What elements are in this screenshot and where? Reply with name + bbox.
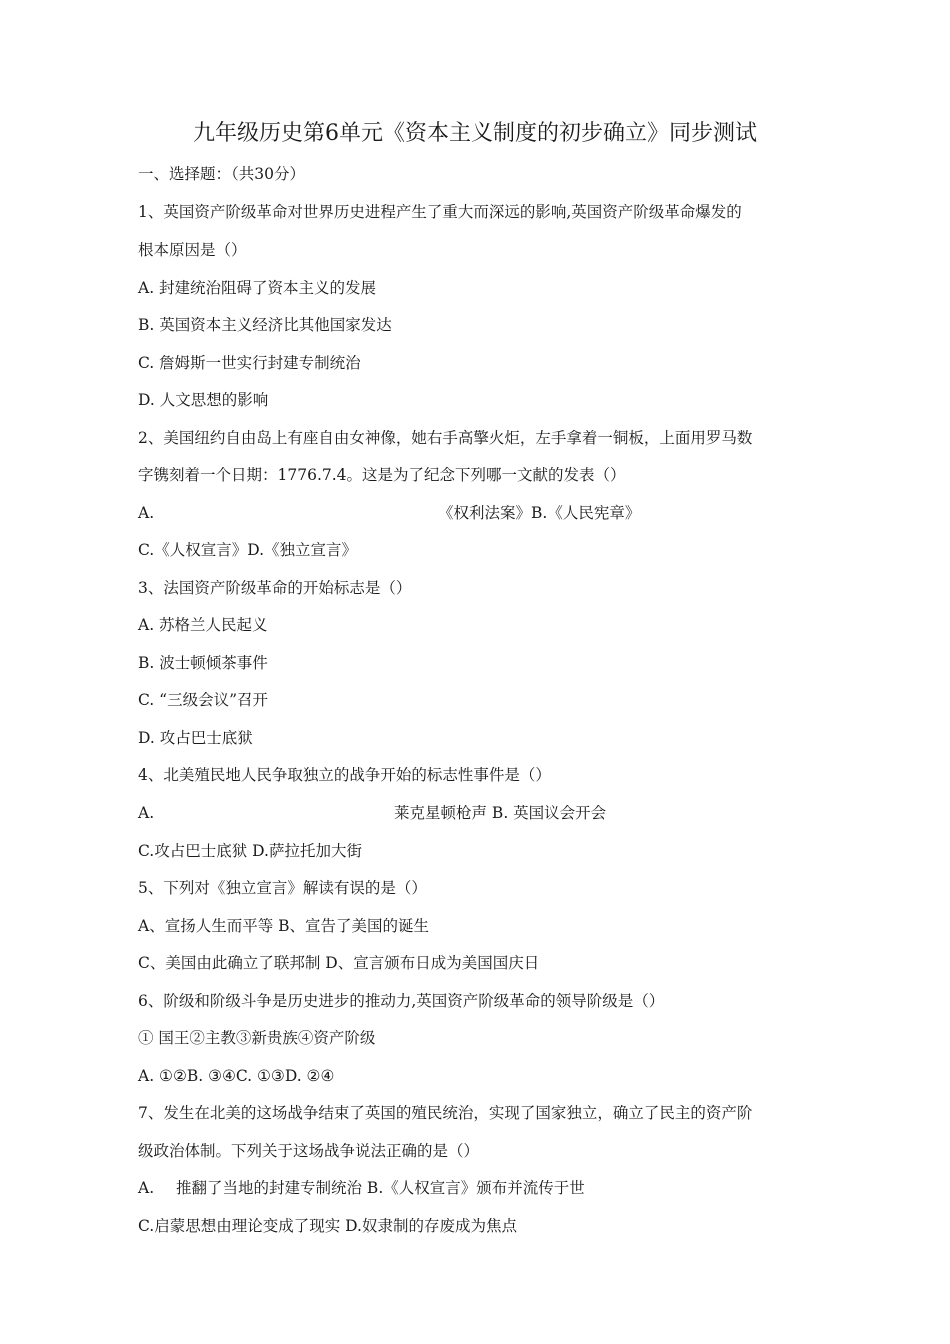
- page-title: 九年级历史第6单元《资本主义制度的初步确立》同步测试: [193, 121, 757, 146]
- option-label: A.: [138, 504, 155, 522]
- question-3-option-d: D. 攻占巴士底狱: [138, 729, 253, 747]
- question-4-options-cd: C.攻占巴士底狱 D.萨拉托加大街: [138, 842, 362, 860]
- question-2-options-cd: C.《人权宣言》D.《独立宣言》: [138, 541, 358, 559]
- question-5-text: 5、下列对《独立宣言》解读有误的是（）: [138, 879, 427, 897]
- question-7-text: 7、发生在北美的这场战争结束了英国的殖民统治，实现了国家独立，确立了民主的资产阶: [138, 1104, 753, 1122]
- question-1-text-cont: 根本原因是（）: [138, 241, 247, 259]
- question-1-text: 1、英国资产阶级革命对世界历史进程产生了重大而深远的影响,英国资产阶级革命爆发的: [138, 203, 742, 221]
- options-text: 推翻了当地的封建专制统治 B.《人权宣言》颁布并流传于世: [176, 1179, 585, 1197]
- question-3-option-c: C. “三级会议”召开: [138, 691, 269, 709]
- question-3-option-a: A. 苏格兰人民起义: [138, 616, 268, 634]
- question-4-text: 4、北美殖民地人民争取独立的战争开始的标志性事件是（）: [138, 766, 551, 784]
- question-1-option-d: D. 人文思想的影响: [138, 391, 269, 409]
- option-label: A.: [138, 1179, 155, 1197]
- question-7-text-cont: 级政治体制。下列关于这场战争说法正确的是（）: [138, 1142, 480, 1160]
- option-label: A.: [138, 804, 155, 822]
- question-3-option-b: B. 波士顿倾茶事件: [138, 654, 268, 672]
- question-2-text: 2、美国纽约自由岛上有座自由女神像，她右手高擎火炬，左手拿着一铜板，上面用罗马数: [138, 429, 753, 447]
- question-1-option-c: C. 詹姆斯一世实行封建专制统治: [138, 354, 361, 372]
- question-6-options: A. ①②B. ③④C. ①③D. ②④: [138, 1067, 335, 1085]
- section-heading: 一、选择题：（共30分）: [138, 165, 305, 183]
- question-7-options-cd: C.启蒙思想由理论变成了现实 D.奴隶制的存废成为焦点: [138, 1217, 517, 1235]
- question-6-text: 6、阶级和阶级斗争是历史进步的推动力,英国资产阶级革命的领导阶级是（）: [138, 992, 665, 1010]
- question-1-option-a: A. 封建统治阻碍了资本主义的发展: [138, 279, 377, 297]
- question-3-text: 3、法国资产阶级革命的开始标志是（）: [138, 579, 412, 597]
- question-5-options-cd: C、美国由此确立了联邦制 D、宣言颁布日成为美国国庆日: [138, 954, 540, 972]
- question-2-text-cont: 字镌刻着一个日期：1776.7.4。这是为了纪念下列哪一文献的发表（）: [138, 466, 626, 484]
- question-1-option-b: B. 英国资本主义经济比其他国家发达: [138, 316, 392, 334]
- options-text: 莱克星顿枪声 B. 英国议会开会: [394, 804, 607, 822]
- options-text: 《权利法案》B.《人民宪章》: [438, 504, 641, 522]
- question-6-items: ① 国王②主教③新贵族④资产阶级: [138, 1029, 376, 1047]
- question-5-options-ab: A、宣扬人生而平等 B、宣告了美国的诞生: [138, 917, 430, 935]
